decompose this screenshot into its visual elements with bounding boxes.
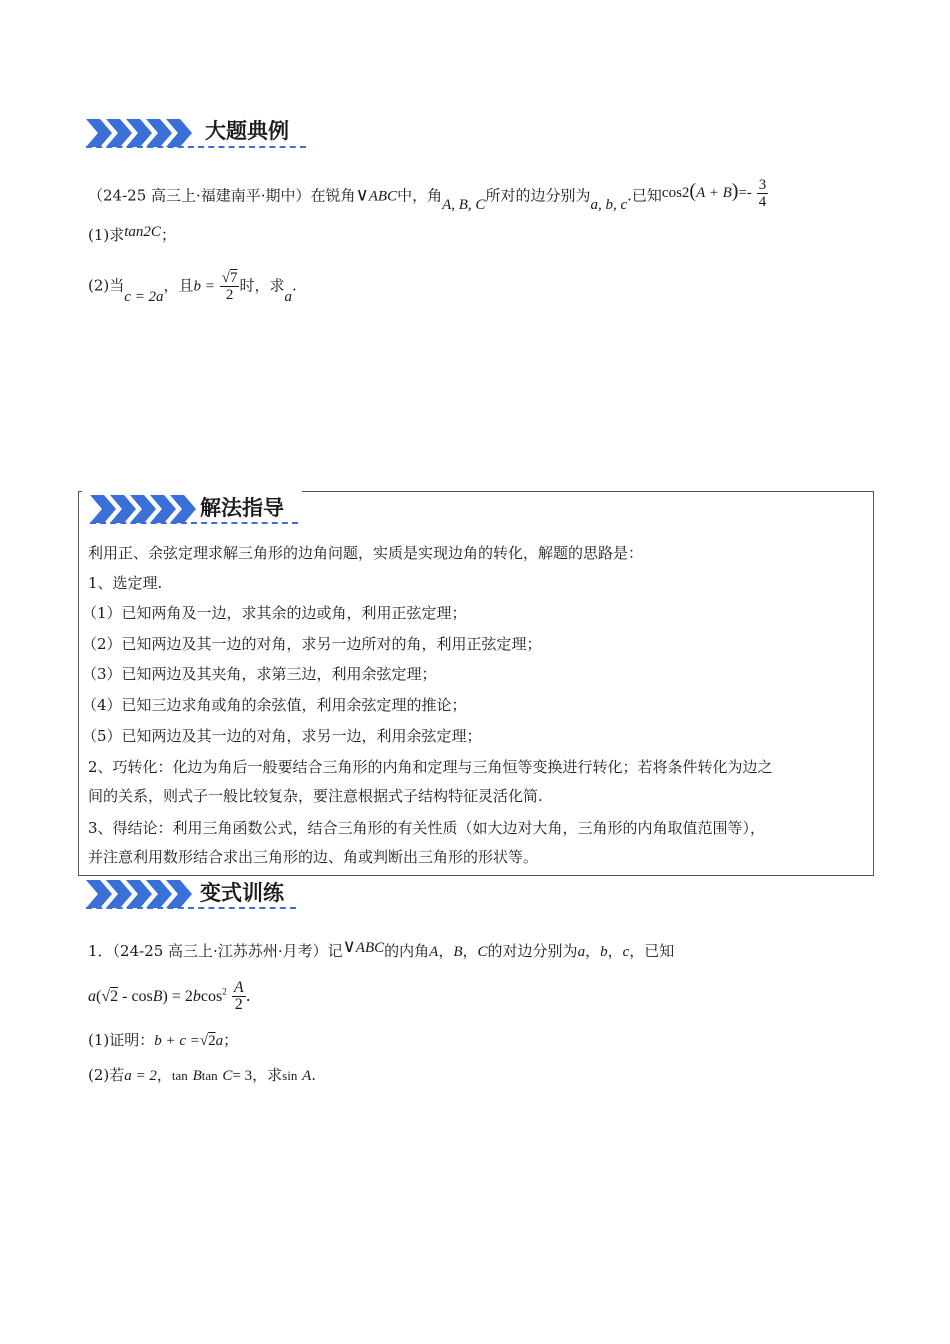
method-item: （2）已知两边及其一边的对角，求另一边所对的角，利用正弦定理； [82, 635, 542, 653]
fraction: $\frac{√7}{2}$ [221, 270, 238, 303]
method-item: （4）已知三边求角或角的余弦值，利用余弦定理的推论； [82, 696, 467, 714]
chevron-arrows-icon [86, 119, 196, 147]
method-item: （1）已知两角及一边，求其余的边或角，利用正弦定理； [82, 604, 467, 622]
problem-statement: （24-25 高三上·福建南平·期中）在锐角∨ABC中，角A, B, C所对的边分别为a, b, c.已知cos2(A + B)=- $\frac{3}{4}$ [88, 177, 767, 213]
divider [86, 146, 306, 148]
practice-question-1: (1)证明：b + c =√2a； [88, 1031, 239, 1049]
question-1: (1)求tan2C； [88, 224, 176, 244]
method-step-1: 1、选定理. [88, 574, 163, 592]
method-item: （5）已知两边及其一边的对角，求另一边，利用余弦定理； [82, 727, 482, 745]
divider [90, 522, 298, 524]
chevron-arrows-icon [86, 880, 196, 908]
question-2: (2)当c = 2a，且b = $\frac{√7}{2}$ 时，求a. [88, 270, 297, 305]
chevron-arrows-icon [90, 495, 200, 523]
divider [86, 907, 296, 909]
section-title: 变式训练 [200, 881, 284, 905]
method-step-2: 2、巧转化：化边为角后一般要结合三角形的内角和定理与三角恒等变换进行转化；若将条件转化为边之 [88, 758, 773, 776]
practice-question-2: (2)若a = 2，tan Btan C= 3，求sin A. [88, 1066, 317, 1084]
method-step-2-cont: 间的关系，则式子一般比较复杂，要注意根据式子结构特征灵活化简. [88, 787, 543, 805]
section-title: 解法指导 [200, 496, 284, 520]
practice-equation: a(√2 - cosB) = 2bcos$^2$ $\frac{A}{2}$ . [88, 979, 251, 1013]
method-step-3-cont: 并注意利用数形结合求出三角形的边、角或判断出三角形的形状等。 [88, 848, 539, 866]
method-step-3: 3、得结论：利用三角函数公式，结合三角形的有关性质（如大边对大角，三角形的内角取值范围等）， [88, 819, 766, 837]
fraction: $\frac{A}{2}$ [233, 979, 244, 1013]
method-intro: 利用正、余弦定理求解三角形的边角问题，实质是实现边角的转化，解题的思路是： [88, 544, 644, 562]
fraction: $\frac{3}{4}$ [758, 177, 767, 210]
practice-statement: 1．（24-25 高三上·江苏苏州·月考）记∨ABC的内角A，B，C的对边分别为a，b，c，已知 [88, 936, 675, 960]
section-title: 大题典例 [205, 119, 289, 143]
method-item: （3）已知两边及其夹角，求第三边，利用余弦定理； [82, 665, 437, 683]
